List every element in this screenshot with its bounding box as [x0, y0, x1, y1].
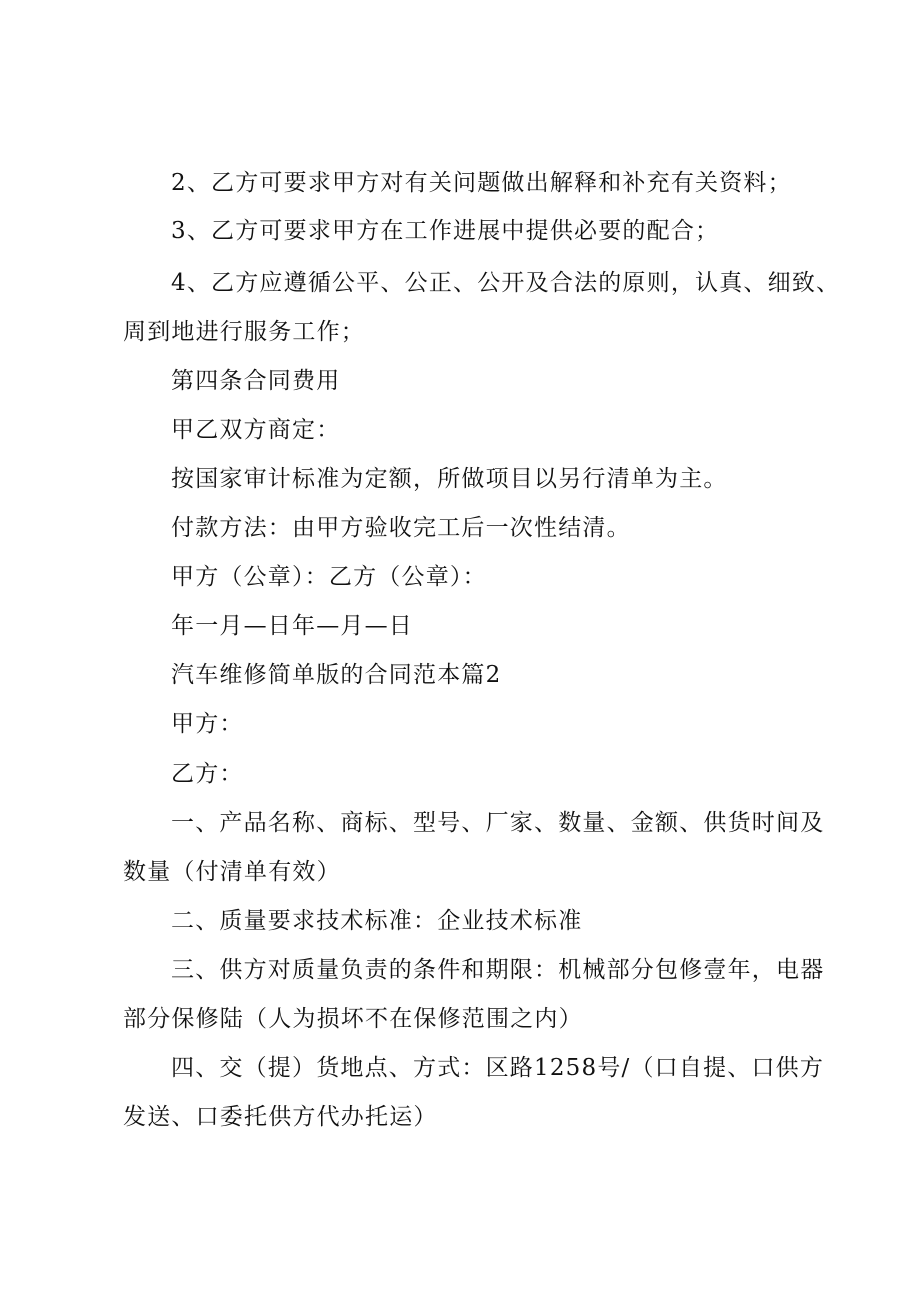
party-b-line: 乙方： — [171, 761, 244, 787]
clause-1-line-1: 一、产品名称、商标、型号、厂家、数量、金额、供货时间及 — [171, 810, 825, 836]
clause-4-line-2: 发送、口委托供方代办托运） — [123, 1104, 438, 1130]
clause-1-line-2: 数量（付清单有效） — [123, 859, 341, 885]
clause-4-line-1: 四、交（提）货地点、方式：区路1258号/（口自提、口供方 — [171, 1055, 825, 1081]
clause-3-line-2: 部分保修陆（人为损坏不在保修范围之内） — [123, 1006, 583, 1032]
paragraph-2-line-1: 2、乙方可要求甲方对有关问题做出解释和补充有关资料； — [171, 170, 792, 196]
negotiation-line: 甲乙双方商定： — [171, 417, 341, 443]
article-4-heading: 第四条合同费用 — [171, 368, 341, 394]
section-title: 汽车维修简单版的合同范本篇2 — [171, 662, 502, 688]
paragraph-4-line-2: 周到地进行服务工作； — [123, 319, 365, 345]
clause-2-line-1: 二、质量要求技术标准：企业技术标准 — [171, 908, 583, 934]
clause-3-line-1: 三、供方对质量负责的条件和期限：机械部分包修壹年，电器 — [171, 957, 825, 983]
paragraph-3-line-1: 3、乙方可要求甲方在工作进展中提供必要的配合； — [171, 218, 720, 244]
paragraph-4-line-1: 4、乙方应遵循公平、公正、公开及合法的原则，认真、细致、 — [171, 270, 841, 296]
date-line: 年一月—日年—月—日 — [171, 613, 413, 639]
pricing-line: 按国家审计标准为定额，所做项目以另行清单为主。 — [171, 466, 728, 492]
party-a-line: 甲方： — [171, 711, 244, 737]
seal-line: 甲方（公章）：乙方（公章）： — [171, 564, 487, 590]
payment-method-line: 付款方法：由甲方验收完工后一次性结清。 — [171, 515, 631, 541]
